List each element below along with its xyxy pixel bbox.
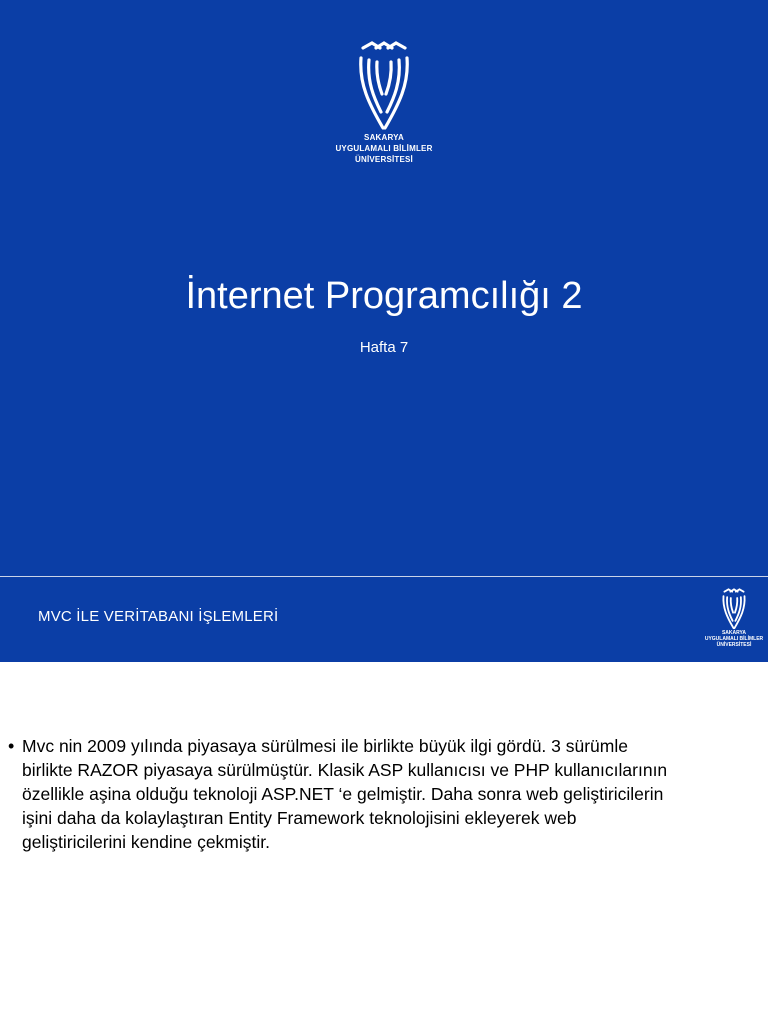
logo-text-line-1: SAKARYA bbox=[364, 133, 404, 142]
university-tulip-logo-icon bbox=[721, 588, 747, 630]
logo-text-line-3: ÜNİVERSİTESİ bbox=[355, 155, 413, 164]
bullet-item bbox=[8, 734, 758, 854]
small-logo-text-line-1: SAKARYA bbox=[721, 630, 747, 636]
university-logo bbox=[318, 40, 450, 165]
slide-subtitle: Hafta 7 bbox=[359, 339, 409, 356]
slide-title: İnternet Programcılığı 2 bbox=[185, 275, 583, 317]
small-logo-text-line-2: UYGULAMALI BİLİMLER bbox=[704, 636, 764, 642]
logo-text-line-2: UYGULAMALI BİLİMLER bbox=[335, 144, 433, 153]
university-tulip-logo-icon bbox=[357, 40, 411, 132]
section-title: MVC İLE VERİTABANI İŞLEMLERİ bbox=[38, 608, 279, 625]
header-university-logo bbox=[704, 588, 764, 648]
small-logo-text-line-3: ÜNİVERSİTESİ bbox=[716, 642, 752, 648]
bullet-text: Mvc nin 2009 yılında piyasaya sürülmesi ile birlikte büyük ilgi gördü. 3 sürümle birlikte RAZOR piyasaya sürülmüştür. Klasik ASP kullanıcısı ve PHP kullanıcılarının özellikle aşina olduğu teknoloji ASP.NET ‘e gelmiştir. Daha sonra web geliştiricilerin işini daha da kolaylaştıran Entity Framework teknolojisini ekleyerek web geliştiricilerini kendine çekmiştir. bbox=[22, 736, 668, 852]
bullet-marker: • bbox=[8, 736, 15, 756]
